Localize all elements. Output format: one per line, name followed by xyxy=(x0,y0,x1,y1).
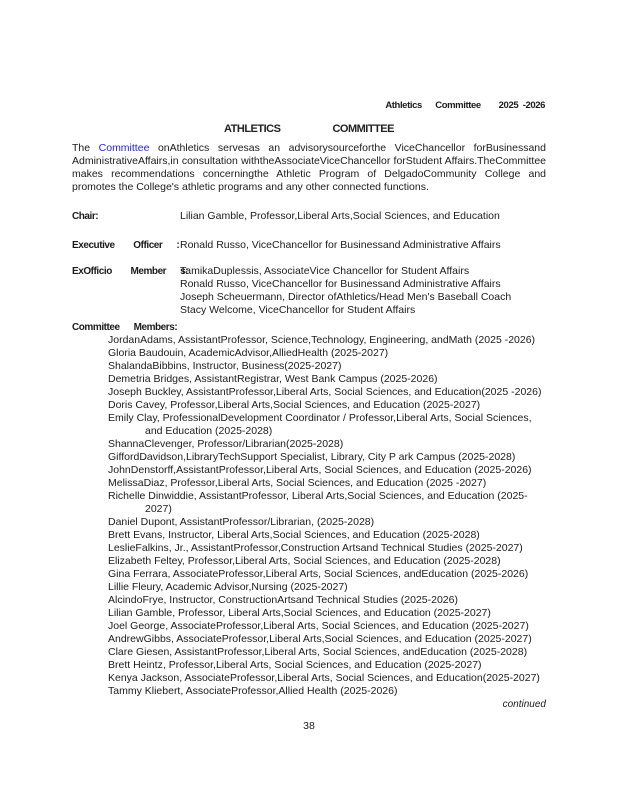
members-list xyxy=(108,334,546,698)
member-entry: Brett Heintz, Professor,Liberal Arts, Social Sciences, and Education (2025-2027) xyxy=(108,659,482,671)
ex-officio-label: ExOfficio Member s: xyxy=(72,266,189,277)
title-word-committee: COMMITTEE xyxy=(332,123,394,135)
title-word-athletics: ATHLETICS xyxy=(224,123,281,135)
member-entry: Kenya Jackson, AssociateProfessor,Liberal Arts, Social Sciences, and Education(2025-2027) xyxy=(108,672,540,684)
page-title xyxy=(0,123,618,136)
member-entry: Lilian Gamble, Professor, Liberal Arts,Social Sciences, and Education (2025-2027) xyxy=(108,607,491,619)
intro-text-pre: The xyxy=(72,142,99,154)
member-entry: Joel George, AssociateProfessor,Liberal Arts, Social Sciences, and Education (2025-2027) xyxy=(108,620,529,632)
member-entry: Doris Cavey, Professor,Liberal Arts,Social Sciences, and Education (2025-2027) xyxy=(108,399,481,411)
member-entry: ShannaClevenger, Professor/Librarian(2025-2028) xyxy=(108,438,344,450)
member-entry: AndrewGibbs, AssociateProfessor,Liberal Arts,Social Sciences, and Education (2025-2027) xyxy=(108,633,532,645)
page-body xyxy=(72,142,546,733)
chair-row xyxy=(72,210,546,223)
ex-officio-member: Joseph Scheuermann, Director ofAthletics/Head Men's Baseball Coach xyxy=(180,291,512,303)
member-entry: Lillie Fleury, Academic Advisor,Nursing (2025-2027) xyxy=(108,581,348,593)
member-entry: GiffordDavidson,LibraryTechSupport Specialist, Library, City P ark Campus (2025-2028) xyxy=(108,451,516,463)
page-number: 38 xyxy=(303,720,315,732)
ex-officio-member: Ronald Russo, ViceChancellor for Businessand Administrative Affairs xyxy=(180,278,501,290)
member-entry: Gina Ferrara, AssociateProfessor,Liberal Arts, Social Sciences, andEducation (2025-2026) xyxy=(108,568,529,580)
member-entry: JohnDenstorff,AssistantProfessor,Liberal Arts, Social Sciences, and Education (2025-2026) xyxy=(108,464,532,476)
member-entry: Daniel Dupont, AssistantProfessor/Librarian, (2025-2028) xyxy=(108,516,375,528)
member-entry: AlcindoFrye, Instructor, ConstructionArtsand Technical Studies (2025-2026) xyxy=(108,594,458,606)
member-entry: Tammy Kliebert, AssociateProfessor,Allied Health (2025-2026) xyxy=(108,685,398,697)
member-entry: Joseph Buckley, AssistantProfessor,Liberal Arts, Social Sciences, and Education(2025 -2026) xyxy=(108,386,542,398)
member-entry: JordanAdams, AssistantProfessor, Science,Technology, Engineering, andMath (2025 -2026) xyxy=(108,334,536,346)
executive-officer-label: Executive Officer : xyxy=(72,240,180,251)
committee-members-label: Committee Members: xyxy=(72,322,178,333)
ex-officio-member: Stacy Welcome, ViceChancellor for Student Affairs xyxy=(180,304,416,316)
ex-officio-list xyxy=(180,265,546,317)
ex-officio-row xyxy=(72,265,546,317)
member-entry: LeslieFalkins, Jr., AssistantProfessor,Construction Artsand Technical Studies (2025-2027) xyxy=(108,542,523,554)
member-entry: Brett Evans, Instructor, Liberal Arts,Social Sciences, and Education (2025-2028) xyxy=(108,529,480,541)
intro-paragraph xyxy=(72,142,546,194)
member-entry: Richelle Dinwiddie, AssistantProfessor, Liberal Arts,Social Sciences, and Education (2025-2027) xyxy=(108,490,528,515)
member-entry: Emily Clay, ProfessionalDevelopment Coordinator / Professor,Liberal Arts, Social Sciences, and Education (2025-2028) xyxy=(108,412,532,437)
chair-label: Chair: xyxy=(72,211,99,222)
member-entry: Elizabeth Feltey, Professor,Liberal Arts, Social Sciences, and Education (2025-2028) xyxy=(108,555,501,567)
committee-link[interactable]: Committee xyxy=(98,142,150,154)
member-entry: Gloria Baudouin, AcademicAdvisor,AlliedHealth (2025-2027) xyxy=(108,347,389,359)
continued-note: continued xyxy=(502,699,546,710)
ex-officio-member: TamikaDuplessis, AssociateVice Chancellor for Student Affairs xyxy=(180,265,470,277)
running-header: Athletics Committee 2025 -2026 xyxy=(385,100,545,111)
member-entry: Clare Giesen, AssistantProfessor,Liberal Arts, Social Sciences, andEducation (2025-2028) xyxy=(108,646,528,658)
executive-officer-row xyxy=(72,239,546,252)
intro-text-post: onAthletics servesas an advisorysourceforthe ViceChancellor forBusinessand AdministrativeAffairs,in consultation withtheAssociateViceChancellor forStudent Affairs.TheCommittee makes recommendations concerningthe Athletic Program of DelgadoCommunity College and promotes the College's athletic programs and any other connected functions. xyxy=(72,142,546,193)
member-entry: MelissaDiaz, Professor,Liberal Arts, Social Sciences, and Education (2025 -2027) xyxy=(108,477,487,489)
chair-value: Lilian Gamble, Professor,Liberal Arts,Social Sciences, and Education xyxy=(180,210,500,222)
executive-officer-value: Ronald Russo, ViceChancellor for Businessand Administrative Affairs xyxy=(180,239,501,251)
member-entry: ShalandaBibbins, Instructor, Business(2025-2027) xyxy=(108,360,342,372)
member-entry: Demetria Bridges, AssistantRegistrar, West Bank Campus (2025-2026) xyxy=(108,373,438,385)
